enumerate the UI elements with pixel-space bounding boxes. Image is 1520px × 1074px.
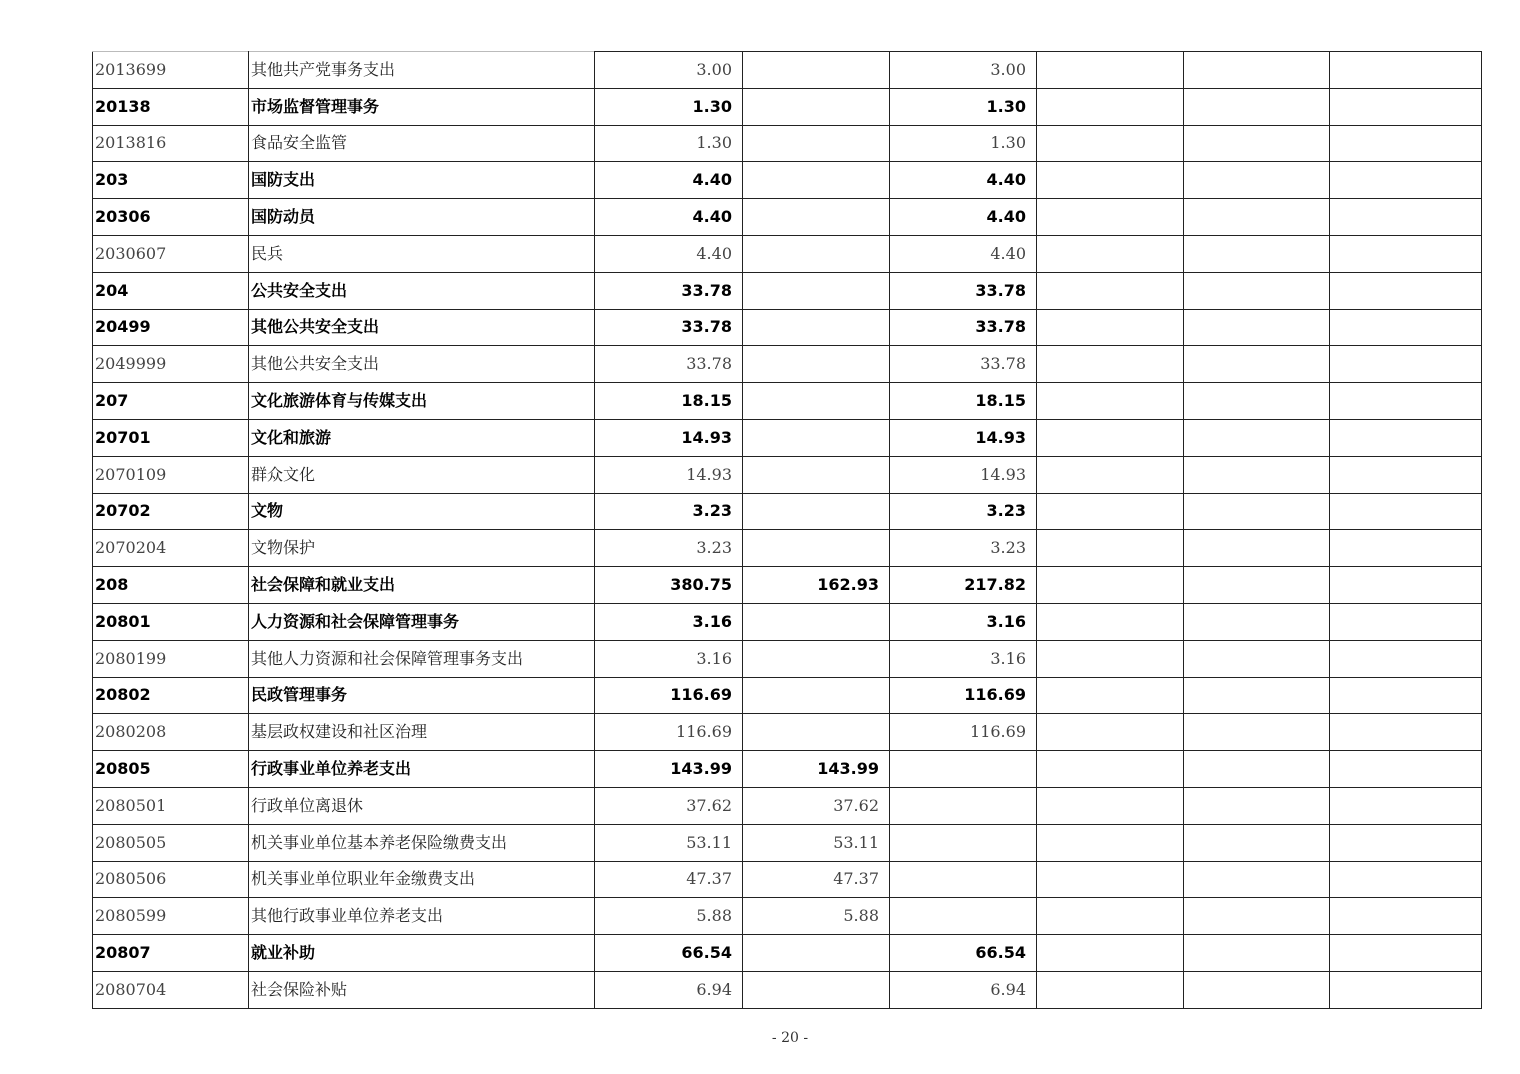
empty-cell — [1184, 88, 1330, 125]
account-code-cell: 207 — [93, 383, 249, 420]
account-code-cell: 2030607 — [93, 235, 249, 272]
basic-expenditure-cell — [743, 346, 890, 383]
account-name-cell: 社会保障和就业支出 — [249, 567, 595, 604]
empty-cell — [1037, 309, 1184, 346]
table-row — [93, 52, 1482, 89]
account-name-cell: 其他公共安全支出 — [249, 346, 595, 383]
empty-cell — [1184, 677, 1330, 714]
basic-expenditure-cell: 143.99 — [743, 751, 890, 788]
basic-expenditure-cell — [743, 677, 890, 714]
empty-cell — [1037, 935, 1184, 972]
account-code-cell: 208 — [93, 567, 249, 604]
empty-cell — [1037, 383, 1184, 420]
account-code-cell: 2049999 — [93, 346, 249, 383]
basic-expenditure-cell: 162.93 — [743, 567, 890, 604]
empty-cell — [1037, 971, 1184, 1008]
account-code-cell: 2080506 — [93, 861, 249, 898]
table-body — [93, 52, 1482, 1009]
empty-cell — [1037, 787, 1184, 824]
empty-cell — [1184, 714, 1330, 751]
empty-cell — [1037, 824, 1184, 861]
account-code-cell: 2013816 — [93, 125, 249, 162]
basic-expenditure-cell — [743, 603, 890, 640]
total-amount-cell: 33.78 — [595, 309, 743, 346]
total-amount-cell: 3.16 — [595, 603, 743, 640]
project-expenditure-cell: 33.78 — [890, 272, 1037, 309]
empty-cell — [1037, 640, 1184, 677]
account-name-cell: 文物 — [249, 493, 595, 530]
empty-cell — [1330, 898, 1482, 935]
empty-cell — [1184, 125, 1330, 162]
project-expenditure-cell: 6.94 — [890, 971, 1037, 1008]
empty-cell — [1330, 346, 1482, 383]
empty-cell — [1330, 309, 1482, 346]
empty-cell — [1037, 456, 1184, 493]
account-name-cell: 就业补助 — [249, 935, 595, 972]
table-row — [93, 567, 1482, 604]
account-code-cell: 2080599 — [93, 898, 249, 935]
basic-expenditure-cell — [743, 235, 890, 272]
empty-cell — [1330, 162, 1482, 199]
empty-cell — [1037, 493, 1184, 530]
basic-expenditure-cell: 53.11 — [743, 824, 890, 861]
account-code-cell: 2070109 — [93, 456, 249, 493]
basic-expenditure-cell — [743, 419, 890, 456]
project-expenditure-cell: 66.54 — [890, 935, 1037, 972]
basic-expenditure-cell: 5.88 — [743, 898, 890, 935]
table-row — [93, 603, 1482, 640]
empty-cell — [1330, 199, 1482, 236]
account-code-cell: 20807 — [93, 935, 249, 972]
total-amount-cell: 14.93 — [595, 419, 743, 456]
empty-cell — [1330, 677, 1482, 714]
project-expenditure-cell: 4.40 — [890, 162, 1037, 199]
table-row — [93, 935, 1482, 972]
empty-cell — [1330, 88, 1482, 125]
empty-cell — [1184, 861, 1330, 898]
basic-expenditure-cell — [743, 493, 890, 530]
table-row — [93, 272, 1482, 309]
account-name-cell: 社会保险补贴 — [249, 971, 595, 1008]
account-name-cell: 市场监督管理事务 — [249, 88, 595, 125]
account-code-cell: 20801 — [93, 603, 249, 640]
project-expenditure-cell: 116.69 — [890, 677, 1037, 714]
empty-cell — [1330, 714, 1482, 751]
empty-cell — [1184, 235, 1330, 272]
basic-expenditure-cell — [743, 456, 890, 493]
empty-cell — [1184, 751, 1330, 788]
empty-cell — [1037, 125, 1184, 162]
empty-cell — [1330, 125, 1482, 162]
empty-cell — [1330, 567, 1482, 604]
total-amount-cell: 14.93 — [595, 456, 743, 493]
account-code-cell: 2080501 — [93, 787, 249, 824]
project-expenditure-cell: 33.78 — [890, 346, 1037, 383]
page-number: - 20 - — [771, 1030, 809, 1046]
total-amount-cell: 116.69 — [595, 677, 743, 714]
empty-cell — [1330, 530, 1482, 567]
account-code-cell: 20805 — [93, 751, 249, 788]
total-amount-cell: 6.94 — [595, 971, 743, 1008]
empty-cell — [1037, 88, 1184, 125]
table-row — [93, 824, 1482, 861]
empty-cell — [1037, 898, 1184, 935]
account-name-cell: 国防支出 — [249, 162, 595, 199]
empty-cell — [1330, 640, 1482, 677]
account-name-cell: 国防动员 — [249, 199, 595, 236]
basic-expenditure-cell — [743, 52, 890, 89]
total-amount-cell: 33.78 — [595, 346, 743, 383]
empty-cell — [1330, 383, 1482, 420]
total-amount-cell: 37.62 — [595, 787, 743, 824]
table-row — [93, 677, 1482, 714]
total-amount-cell: 143.99 — [595, 751, 743, 788]
total-amount-cell: 3.00 — [595, 52, 743, 89]
empty-cell — [1330, 419, 1482, 456]
account-name-cell: 其他人力资源和社会保障管理事务支出 — [249, 640, 595, 677]
project-expenditure-cell: 4.40 — [890, 199, 1037, 236]
project-expenditure-cell: 3.00 — [890, 52, 1037, 89]
total-amount-cell: 47.37 — [595, 861, 743, 898]
empty-cell — [1184, 567, 1330, 604]
total-amount-cell: 53.11 — [595, 824, 743, 861]
project-expenditure-cell: 116.69 — [890, 714, 1037, 751]
empty-cell — [1184, 971, 1330, 1008]
basic-expenditure-cell — [743, 272, 890, 309]
empty-cell — [1330, 235, 1482, 272]
empty-cell — [1184, 456, 1330, 493]
table-row — [93, 787, 1482, 824]
project-expenditure-cell: 1.30 — [890, 88, 1037, 125]
empty-cell — [1330, 935, 1482, 972]
basic-expenditure-cell — [743, 162, 890, 199]
account-name-cell: 文物保护 — [249, 530, 595, 567]
account-name-cell: 人力资源和社会保障管理事务 — [249, 603, 595, 640]
account-code-cell: 20138 — [93, 88, 249, 125]
account-name-cell: 其他行政事业单位养老支出 — [249, 898, 595, 935]
basic-expenditure-cell — [743, 935, 890, 972]
table-row — [93, 640, 1482, 677]
table-row — [93, 456, 1482, 493]
account-code-cell: 204 — [93, 272, 249, 309]
empty-cell — [1330, 861, 1482, 898]
account-name-cell: 群众文化 — [249, 456, 595, 493]
table-row — [93, 861, 1482, 898]
account-name-cell: 行政事业单位养老支出 — [249, 751, 595, 788]
total-amount-cell: 66.54 — [595, 935, 743, 972]
empty-cell — [1330, 787, 1482, 824]
empty-cell — [1330, 52, 1482, 89]
project-expenditure-cell: 3.16 — [890, 640, 1037, 677]
empty-cell — [1037, 567, 1184, 604]
project-expenditure-cell — [890, 861, 1037, 898]
empty-cell — [1184, 383, 1330, 420]
project-expenditure-cell: 3.23 — [890, 530, 1037, 567]
account-name-cell: 其他共产党事务支出 — [249, 52, 595, 89]
empty-cell — [1037, 530, 1184, 567]
empty-cell — [1330, 971, 1482, 1008]
account-name-cell: 民政管理事务 — [249, 677, 595, 714]
basic-expenditure-cell — [743, 383, 890, 420]
basic-expenditure-cell — [743, 309, 890, 346]
basic-expenditure-cell — [743, 88, 890, 125]
project-expenditure-cell: 3.23 — [890, 493, 1037, 530]
table-row — [93, 530, 1482, 567]
project-expenditure-cell: 14.93 — [890, 419, 1037, 456]
account-code-cell: 2013699 — [93, 52, 249, 89]
account-name-cell: 民兵 — [249, 235, 595, 272]
empty-cell — [1037, 714, 1184, 751]
empty-cell — [1184, 935, 1330, 972]
project-expenditure-cell: 4.40 — [890, 235, 1037, 272]
empty-cell — [1037, 272, 1184, 309]
table-row — [93, 493, 1482, 530]
account-name-cell: 其他公共安全支出 — [249, 309, 595, 346]
table-row — [93, 88, 1482, 125]
basic-expenditure-cell — [743, 125, 890, 162]
project-expenditure-cell — [890, 787, 1037, 824]
project-expenditure-cell — [890, 898, 1037, 935]
account-code-cell: 20702 — [93, 493, 249, 530]
empty-cell — [1184, 603, 1330, 640]
account-code-cell: 203 — [93, 162, 249, 199]
basic-expenditure-cell — [743, 714, 890, 751]
empty-cell — [1184, 272, 1330, 309]
empty-cell — [1184, 346, 1330, 383]
account-name-cell: 文化和旅游 — [249, 419, 595, 456]
total-amount-cell: 380.75 — [595, 567, 743, 604]
empty-cell — [1184, 824, 1330, 861]
empty-cell — [1037, 677, 1184, 714]
account-name-cell: 公共安全支出 — [249, 272, 595, 309]
total-amount-cell: 3.16 — [595, 640, 743, 677]
project-expenditure-cell: 3.16 — [890, 603, 1037, 640]
project-expenditure-cell: 1.30 — [890, 125, 1037, 162]
empty-cell — [1184, 898, 1330, 935]
basic-expenditure-cell: 37.62 — [743, 787, 890, 824]
empty-cell — [1037, 199, 1184, 236]
total-amount-cell: 1.30 — [595, 125, 743, 162]
table-row — [93, 383, 1482, 420]
account-code-cell: 20499 — [93, 309, 249, 346]
account-code-cell: 20701 — [93, 419, 249, 456]
account-code-cell: 20306 — [93, 199, 249, 236]
budget-expenditure-table — [92, 51, 1482, 1009]
account-name-cell: 食品安全监管 — [249, 125, 595, 162]
empty-cell — [1184, 199, 1330, 236]
empty-cell — [1184, 52, 1330, 89]
account-name-cell: 机关事业单位基本养老保险缴费支出 — [249, 824, 595, 861]
account-code-cell: 2080704 — [93, 971, 249, 1008]
account-code-cell: 2070204 — [93, 530, 249, 567]
basic-expenditure-cell: 47.37 — [743, 861, 890, 898]
empty-cell — [1037, 235, 1184, 272]
account-code-cell: 2080208 — [93, 714, 249, 751]
table-row — [93, 971, 1482, 1008]
empty-cell — [1184, 640, 1330, 677]
account-name-cell: 基层政权建设和社区治理 — [249, 714, 595, 751]
total-amount-cell: 33.78 — [595, 272, 743, 309]
empty-cell — [1330, 824, 1482, 861]
empty-cell — [1037, 603, 1184, 640]
table-row — [93, 309, 1482, 346]
empty-cell — [1037, 52, 1184, 89]
empty-cell — [1037, 162, 1184, 199]
project-expenditure-cell: 18.15 — [890, 383, 1037, 420]
total-amount-cell: 4.40 — [595, 199, 743, 236]
project-expenditure-cell — [890, 824, 1037, 861]
account-code-cell: 2080505 — [93, 824, 249, 861]
account-name-cell: 行政单位离退休 — [249, 787, 595, 824]
total-amount-cell: 1.30 — [595, 88, 743, 125]
total-amount-cell: 3.23 — [595, 493, 743, 530]
empty-cell — [1184, 493, 1330, 530]
account-code-cell: 2080199 — [93, 640, 249, 677]
project-expenditure-cell — [890, 751, 1037, 788]
account-name-cell: 机关事业单位职业年金缴费支出 — [249, 861, 595, 898]
total-amount-cell: 3.23 — [595, 530, 743, 567]
table-row — [93, 346, 1482, 383]
empty-cell — [1037, 419, 1184, 456]
empty-cell — [1184, 162, 1330, 199]
basic-expenditure-cell — [743, 530, 890, 567]
empty-cell — [1330, 751, 1482, 788]
table-row — [93, 714, 1482, 751]
empty-cell — [1330, 493, 1482, 530]
empty-cell — [1184, 419, 1330, 456]
empty-cell — [1330, 456, 1482, 493]
table-row — [93, 162, 1482, 199]
basic-expenditure-cell — [743, 640, 890, 677]
empty-cell — [1037, 861, 1184, 898]
total-amount-cell: 4.40 — [595, 235, 743, 272]
table-row — [93, 419, 1482, 456]
empty-cell — [1037, 751, 1184, 788]
empty-cell — [1184, 787, 1330, 824]
project-expenditure-cell: 33.78 — [890, 309, 1037, 346]
empty-cell — [1330, 603, 1482, 640]
empty-cell — [1330, 272, 1482, 309]
project-expenditure-cell: 217.82 — [890, 567, 1037, 604]
total-amount-cell: 5.88 — [595, 898, 743, 935]
total-amount-cell: 4.40 — [595, 162, 743, 199]
table-row — [93, 199, 1482, 236]
account-name-cell: 文化旅游体育与传媒支出 — [249, 383, 595, 420]
table-row — [93, 235, 1482, 272]
project-expenditure-cell: 14.93 — [890, 456, 1037, 493]
basic-expenditure-cell — [743, 971, 890, 1008]
empty-cell — [1037, 346, 1184, 383]
empty-cell — [1184, 530, 1330, 567]
table-row — [93, 125, 1482, 162]
basic-expenditure-cell — [743, 199, 890, 236]
total-amount-cell: 18.15 — [595, 383, 743, 420]
table-row — [93, 898, 1482, 935]
total-amount-cell: 116.69 — [595, 714, 743, 751]
table-row — [93, 751, 1482, 788]
empty-cell — [1184, 309, 1330, 346]
account-code-cell: 20802 — [93, 677, 249, 714]
